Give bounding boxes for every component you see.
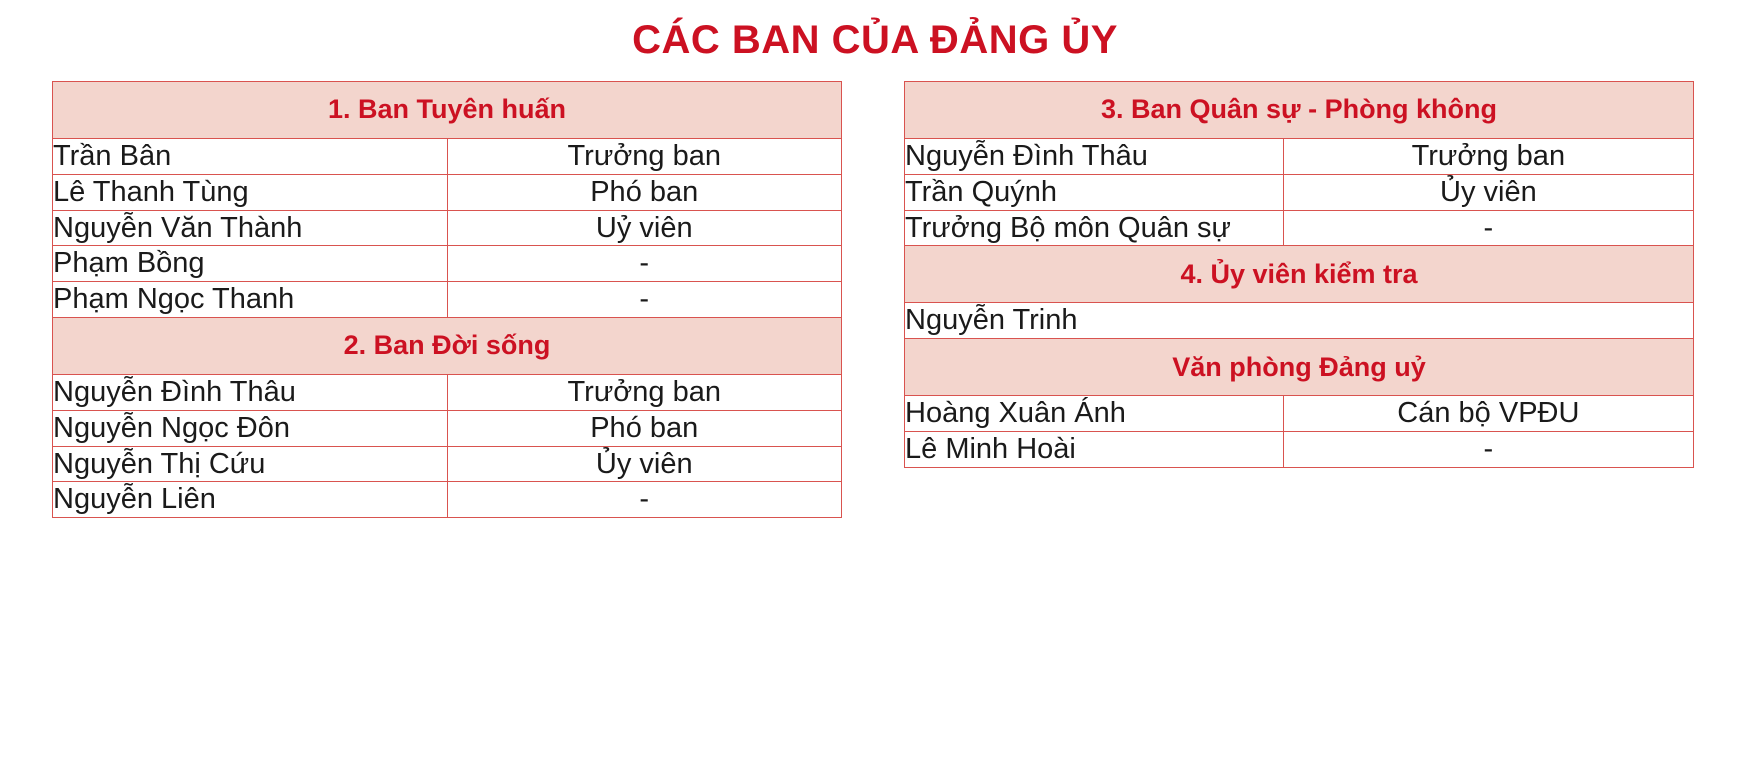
member-name: Nguyễn Văn Thành [53, 210, 448, 246]
member-name: Nguyễn Ngọc Đôn [53, 410, 448, 446]
member-role: - [1283, 210, 1693, 246]
member-role: Phó ban [447, 174, 842, 210]
member-name: Trần Quýnh [905, 174, 1284, 210]
section-heading-ban-doi-song: 2. Ban Đời sống [53, 317, 842, 374]
section-header-row [905, 246, 1694, 303]
page-title: CÁC BAN CỦA ĐẢNG ỦY [632, 18, 1118, 62]
member-role: Trưởng ban [447, 139, 842, 175]
table-row [53, 374, 842, 410]
table-row [905, 174, 1694, 210]
member-role: - [1283, 431, 1693, 467]
member-role: Cán bộ VPĐU [1283, 396, 1693, 432]
table-row [905, 431, 1694, 467]
member-name: Nguyễn Liên [53, 482, 448, 518]
table-row [53, 174, 842, 210]
member-role: Ủy viên [1283, 174, 1693, 210]
section-header-row [53, 317, 842, 374]
member-role: Phó ban [447, 410, 842, 446]
member-role: Uỷ viên [447, 210, 842, 246]
table-row [53, 446, 842, 482]
member-name: Trần Bân [53, 139, 448, 175]
member-name: Nguyễn Trinh [905, 303, 1694, 339]
table-row [905, 396, 1694, 432]
member-role: Ủy viên [447, 446, 842, 482]
member-role: - [447, 482, 842, 518]
table-row [53, 210, 842, 246]
member-role: Trưởng ban [1283, 139, 1693, 175]
left-column-table [52, 81, 842, 518]
table-row [53, 139, 842, 175]
member-name: Nguyễn Đình Thâu [53, 374, 448, 410]
member-name: Phạm Bồng [53, 246, 448, 282]
table-row [905, 210, 1694, 246]
table-row [53, 282, 842, 318]
member-name: Phạm Ngọc Thanh [53, 282, 448, 318]
member-name: Lê Minh Hoài [905, 431, 1284, 467]
member-name: Lê Thanh Tùng [53, 174, 448, 210]
member-name: Hoàng Xuân Ánh [905, 396, 1284, 432]
section-header-row [905, 82, 1694, 139]
table-row [905, 139, 1694, 175]
section-header-row [53, 82, 842, 139]
right-column [904, 81, 1694, 468]
right-column-table [904, 81, 1694, 468]
table-row [53, 482, 842, 518]
columns-container [0, 69, 1750, 518]
section-heading-ban-quan-su: 3. Ban Quân sự - Phòng không [905, 82, 1694, 139]
member-name: Nguyễn Đình Thâu [905, 139, 1284, 175]
member-role: - [447, 246, 842, 282]
member-name: Trưởng Bộ môn Quân sự [905, 210, 1284, 246]
member-name: Nguyễn Thị Cứu [53, 446, 448, 482]
left-column [52, 81, 842, 518]
member-role: Trưởng ban [447, 374, 842, 410]
section-heading-ban-tuyen-huan: 1. Ban Tuyên huấn [53, 82, 842, 139]
table-row [53, 410, 842, 446]
member-role: - [447, 282, 842, 318]
table-row [905, 303, 1694, 339]
section-header-row [905, 339, 1694, 396]
section-heading-uy-vien-kiem-tra: 4. Ủy viên kiểm tra [905, 246, 1694, 303]
section-heading-van-phong-dang-uy: Văn phòng Đảng uỷ [905, 339, 1694, 396]
table-row [53, 246, 842, 282]
